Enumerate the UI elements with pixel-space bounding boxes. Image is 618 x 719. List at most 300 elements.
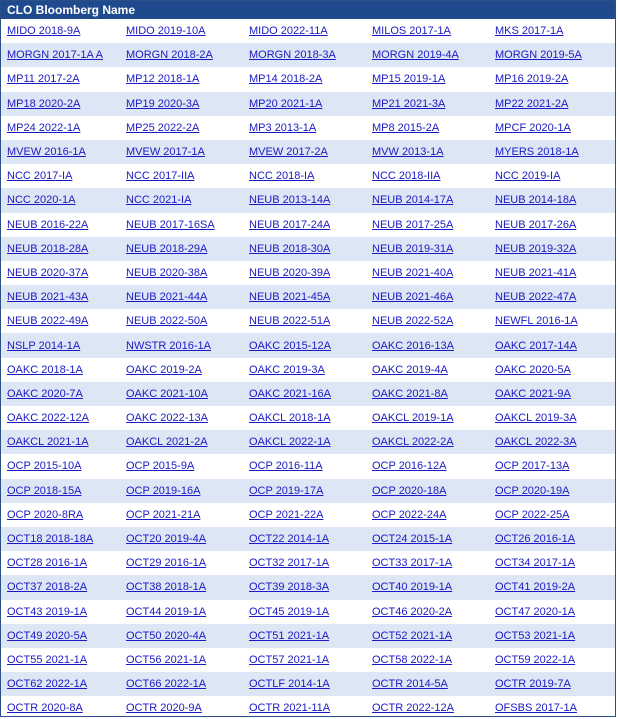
clo-name-link[interactable]: OCTR 2020-9A [126, 702, 202, 715]
table-cell [243, 188, 366, 212]
clo-name-link[interactable]: OAKC 2022-12A [7, 412, 89, 425]
table-cell [489, 92, 615, 116]
clo-name-link[interactable]: MP20 2021-1A [249, 97, 323, 110]
table-row [1, 430, 615, 454]
clo-name-link[interactable]: MIDO 2019-10A [126, 25, 206, 38]
grid-body [1, 19, 615, 717]
table-cell [1, 261, 120, 285]
table-cell [243, 140, 366, 164]
table-cell [243, 92, 366, 116]
clo-name-link[interactable]: NEUB 2021-40A [372, 266, 454, 279]
table-cell [366, 648, 489, 672]
table-cell [120, 43, 243, 67]
clo-name-link[interactable]: OCP 2019-17A [249, 484, 324, 497]
table-cell [243, 261, 366, 285]
table-cell [489, 624, 615, 648]
clo-name-link[interactable]: NWSTR 2016-1A [126, 339, 211, 352]
table-cell [120, 164, 243, 188]
clo-name-link[interactable]: OAKCL 2022-2A [372, 436, 454, 449]
clo-name-link[interactable]: OCT52 2021-1A [372, 629, 453, 642]
table-cell [366, 382, 489, 406]
table-cell [1, 309, 120, 333]
table-cell [489, 213, 615, 237]
clo-name-link[interactable]: MORGN 2019-4A [372, 49, 459, 62]
table-cell [243, 358, 366, 382]
table-cell [1, 116, 120, 140]
clo-name-link[interactable]: OCTR 2020-8A [7, 702, 83, 715]
clo-name-link[interactable]: OAKC 2021-10A [126, 387, 208, 400]
table-cell [243, 43, 366, 67]
clo-name-link[interactable]: OAKC 2016-13A [372, 339, 454, 352]
table-cell [120, 19, 243, 43]
table-row [1, 696, 615, 717]
clo-name-link[interactable]: OAKCL 2018-1A [249, 412, 331, 425]
clo-name-link[interactable]: NEUB 2020-39A [249, 266, 331, 279]
clo-name-link[interactable]: OCT51 2021-1A [249, 629, 330, 642]
clo-name-link[interactable]: OCT40 2019-1A [372, 581, 453, 594]
clo-name-link[interactable]: NEUB 2020-38A [126, 266, 208, 279]
clo-name-link[interactable]: OCT62 2022-1A [7, 678, 88, 691]
clo-name-link[interactable]: OAKCL 2021-2A [126, 436, 208, 449]
table-cell [489, 67, 615, 91]
table-cell [120, 382, 243, 406]
table-row [1, 648, 615, 672]
table-cell [489, 503, 615, 527]
table-cell [120, 261, 243, 285]
table-cell [489, 479, 615, 503]
table-cell [366, 43, 489, 67]
table-cell [243, 696, 366, 717]
table-cell [1, 624, 120, 648]
table-cell [489, 188, 615, 212]
clo-name-link[interactable]: MORGN 2018-3A [249, 49, 336, 62]
clo-name-link[interactable]: OCT32 2017-1A [249, 557, 330, 570]
table-cell [489, 527, 615, 551]
table-cell [489, 309, 615, 333]
table-cell [243, 648, 366, 672]
clo-name-link[interactable]: NCC 2017-IIA [126, 170, 195, 183]
table-row [1, 237, 615, 261]
clo-name-link[interactable]: NEUB 2022-52A [372, 315, 454, 328]
table-row [1, 285, 615, 309]
clo-name-link[interactable]: MP14 2018-2A [249, 73, 323, 86]
clo-name-link[interactable]: MP18 2020-2A [7, 97, 81, 110]
clo-name-link[interactable]: NCC 2019-IA [495, 170, 561, 183]
clo-name-link[interactable]: MP8 2015-2A [372, 121, 440, 134]
table-cell [366, 261, 489, 285]
table-cell [120, 672, 243, 696]
table-cell [243, 406, 366, 430]
clo-name-link[interactable]: MP24 2022-1A [7, 121, 81, 134]
table-cell [120, 527, 243, 551]
table-cell [366, 600, 489, 624]
table-cell [366, 430, 489, 454]
table-cell [243, 19, 366, 43]
clo-name-link[interactable]: MVEW 2016-1A [7, 146, 86, 159]
clo-name-link[interactable]: OCT38 2018-1A [126, 581, 207, 594]
table-cell [1, 213, 120, 237]
table-header [1, 1, 615, 19]
clo-name-link[interactable]: NCC 2018-IA [249, 170, 315, 183]
clo-name-link[interactable]: OCP 2022-25A [495, 508, 570, 521]
clo-name-link[interactable]: MP22 2021-2A [495, 97, 569, 110]
clo-name-link[interactable]: OAKC 2019-2A [126, 363, 202, 376]
table-row [1, 551, 615, 575]
table-cell [489, 358, 615, 382]
table-cell [243, 333, 366, 357]
table-cell [120, 600, 243, 624]
clo-name-link[interactable]: OAKC 2022-13A [126, 412, 208, 425]
table-cell [120, 237, 243, 261]
clo-name-link[interactable]: NEUB 2021-44A [126, 291, 208, 304]
clo-name-link[interactable]: MVEW 2017-1A [126, 146, 205, 159]
clo-name-link[interactable]: OCTLF 2014-1A [249, 678, 330, 691]
table-cell [1, 43, 120, 67]
table-cell [243, 116, 366, 140]
table-row [1, 67, 615, 91]
clo-name-link[interactable]: NEUB 2021-43A [7, 291, 89, 304]
table-cell [243, 551, 366, 575]
table-cell [120, 696, 243, 717]
table-cell [120, 624, 243, 648]
clo-name-link[interactable]: OCT28 2016-1A [7, 557, 88, 570]
table-cell [366, 309, 489, 333]
table-row [1, 454, 615, 478]
table-cell [366, 285, 489, 309]
table-cell [366, 551, 489, 575]
table-cell [489, 551, 615, 575]
table-row [1, 164, 615, 188]
clo-name-link[interactable]: OCP 2021-22A [249, 508, 324, 521]
clo-name-link[interactable]: OCT45 2019-1A [249, 605, 330, 618]
clo-name-link[interactable]: OAKCL 2019-1A [372, 412, 454, 425]
clo-name-link[interactable]: OCP 2016-12A [372, 460, 447, 473]
clo-name-link[interactable]: OCT58 2022-1A [372, 653, 453, 666]
clo-name-link[interactable]: OCP 2017-13A [495, 460, 570, 473]
table-cell [489, 430, 615, 454]
table-cell [366, 696, 489, 717]
clo-name-link[interactable]: MORGN 2018-2A [126, 49, 213, 62]
table-cell [1, 358, 120, 382]
clo-name-link[interactable]: OCTR 2022-12A [372, 702, 454, 715]
clo-name-link[interactable]: MP16 2019-2A [495, 73, 569, 86]
clo-name-link[interactable]: OCT43 2019-1A [7, 605, 88, 618]
clo-name-link[interactable]: NEUB 2019-31A [372, 242, 454, 255]
table-cell [489, 672, 615, 696]
table-cell [366, 213, 489, 237]
clo-name-link[interactable]: NEUB 2022-51A [249, 315, 331, 328]
table-cell [1, 164, 120, 188]
clo-name-link[interactable]: OCTR 2019-7A [495, 678, 571, 691]
clo-name-link[interactable]: OCTR 2021-11A [249, 702, 331, 715]
clo-name-link[interactable]: MVW 2013-1A [372, 146, 444, 159]
clo-name-link[interactable]: OCT41 2019-2A [495, 581, 576, 594]
clo-name-link[interactable]: OAKC 2021-16A [249, 387, 331, 400]
table-row [1, 43, 615, 67]
table-cell [489, 648, 615, 672]
clo-name-link[interactable]: NEUB 2017-26A [495, 218, 577, 231]
clo-name-link[interactable]: NSLP 2014-1A [7, 339, 81, 352]
table-cell [120, 333, 243, 357]
table-cell [1, 237, 120, 261]
table-cell [366, 92, 489, 116]
table-cell [366, 237, 489, 261]
table-cell [1, 527, 120, 551]
clo-name-link[interactable]: MVEW 2017-2A [249, 146, 328, 159]
table-row [1, 92, 615, 116]
table-cell [120, 213, 243, 237]
clo-name-link[interactable]: OCP 2016-11A [249, 460, 323, 473]
clo-name-link[interactable]: OCP 2020-19A [495, 484, 570, 497]
table-cell [120, 188, 243, 212]
table-cell [120, 92, 243, 116]
table-row [1, 527, 615, 551]
table-cell [1, 648, 120, 672]
table-cell [243, 624, 366, 648]
clo-name-link[interactable]: OCT44 2019-1A [126, 605, 207, 618]
clo-name-link[interactable]: OCT57 2021-1A [249, 653, 330, 666]
clo-name-link[interactable]: NEUB 2018-28A [7, 242, 89, 255]
clo-name-link[interactable]: NEUB 2021-41A [495, 266, 577, 279]
clo-name-link[interactable]: OAKC 2019-4A [372, 363, 448, 376]
clo-name-link[interactable]: OCT66 2022-1A [126, 678, 207, 691]
clo-name-link[interactable]: OCT22 2014-1A [249, 533, 330, 546]
clo-name-link[interactable]: NEUB 2022-47A [495, 291, 577, 304]
clo-name-link[interactable]: NCC 2017-IA [7, 170, 73, 183]
clo-name-link[interactable]: MKS 2017-1A [495, 25, 564, 38]
clo-name-link[interactable]: NEUB 2014-17A [372, 194, 454, 207]
table-cell [120, 309, 243, 333]
clo-name-link[interactable]: NEUB 2020-37A [7, 266, 89, 279]
clo-name-link[interactable]: OCP 2020-8RA [7, 508, 84, 521]
clo-name-link[interactable]: OAKC 2018-1A [7, 363, 83, 376]
clo-name-link[interactable]: OAKC 2020-5A [495, 363, 571, 376]
table-cell [366, 358, 489, 382]
table-row [1, 406, 615, 430]
clo-name-link[interactable]: MP19 2020-3A [126, 97, 200, 110]
clo-name-link[interactable]: OAKC 2020-7A [7, 387, 83, 400]
table-cell [489, 382, 615, 406]
clo-name-link[interactable]: NEUB 2021-46A [372, 291, 454, 304]
clo-name-link[interactable]: OCT46 2020-2A [372, 605, 453, 618]
table-cell [120, 551, 243, 575]
clo-name-link[interactable]: MILOS 2017-1A [372, 25, 451, 38]
clo-name-link[interactable]: OCT50 2020-4A [126, 629, 207, 642]
table-cell [1, 479, 120, 503]
table-cell [243, 527, 366, 551]
table-row [1, 140, 615, 164]
clo-name-link[interactable]: OCT24 2015-1A [372, 533, 453, 546]
table-row [1, 213, 615, 237]
clo-name-link[interactable]: MP15 2019-1A [372, 73, 446, 86]
table-cell [489, 116, 615, 140]
clo-name-link[interactable]: OCT47 2020-1A [495, 605, 576, 618]
table-cell [1, 696, 120, 717]
clo-name-link[interactable]: OCP 2019-16A [126, 484, 201, 497]
table-cell [489, 140, 615, 164]
table-row [1, 188, 615, 212]
clo-name-link[interactable]: OCT56 2021-1A [126, 653, 207, 666]
table-row [1, 600, 615, 624]
clo-name-link[interactable]: OCT37 2018-2A [7, 581, 88, 594]
table-row [1, 116, 615, 140]
clo-name-link[interactable]: OCP 2018-15A [7, 484, 82, 497]
table-cell [489, 454, 615, 478]
clo-name-link[interactable]: OCT39 2018-3A [249, 581, 330, 594]
clo-name-link[interactable]: OCT49 2020-5A [7, 629, 88, 642]
table-cell [243, 503, 366, 527]
clo-name-link[interactable]: NEUB 2016-22A [7, 218, 89, 231]
table-cell [243, 575, 366, 599]
clo-name-link[interactable]: NEUB 2017-25A [372, 218, 454, 231]
table-cell [120, 648, 243, 672]
clo-name-link[interactable]: NEUB 2014-18A [495, 194, 577, 207]
table-cell [120, 430, 243, 454]
table-row [1, 382, 615, 406]
table-cell [243, 430, 366, 454]
clo-name-link[interactable]: MORGN 2017-1A A [7, 49, 103, 62]
clo-name-link[interactable]: MP12 2018-1A [126, 73, 200, 86]
clo-name-link[interactable]: OAKC 2015-12A [249, 339, 331, 352]
clo-name-link[interactable]: MORGN 2019-5A [495, 49, 582, 62]
table-cell [1, 67, 120, 91]
table-cell [366, 333, 489, 357]
clo-name-link[interactable]: OCTR 2014-5A [372, 678, 448, 691]
table-cell [120, 479, 243, 503]
table-cell [489, 285, 615, 309]
table-cell [366, 188, 489, 212]
clo-name-link[interactable]: NEUB 2022-50A [126, 315, 208, 328]
table-cell [489, 406, 615, 430]
clo-name-link[interactable]: MP21 2021-3A [372, 97, 446, 110]
clo-name-link[interactable]: OAKCL 2021-1A [7, 436, 89, 449]
table-cell [243, 67, 366, 91]
clo-name-link[interactable]: MPCF 2020-1A [495, 121, 571, 134]
table-cell [1, 19, 120, 43]
table-cell [120, 406, 243, 430]
table-cell [366, 575, 489, 599]
clo-name-link[interactable]: OFSBS 2017-1A [495, 702, 577, 715]
table-row [1, 575, 615, 599]
table-cell [243, 600, 366, 624]
table-cell [366, 503, 489, 527]
table-cell [366, 527, 489, 551]
clo-name-link[interactable]: OAKC 2021-9A [495, 387, 571, 400]
clo-name-link[interactable]: MIDO 2018-9A [7, 25, 81, 38]
table-cell [120, 285, 243, 309]
clo-name-link[interactable]: MP11 2017-2A [7, 73, 80, 86]
table-cell [1, 333, 120, 357]
table-cell [366, 672, 489, 696]
table-row [1, 503, 615, 527]
clo-name-link[interactable]: NEUB 2022-49A [7, 315, 89, 328]
table-row [1, 309, 615, 333]
table-cell [366, 116, 489, 140]
clo-name-link[interactable]: OCT20 2019-4A [126, 533, 207, 546]
clo-name-link[interactable]: OCP 2015-10A [7, 460, 82, 473]
clo-name-link[interactable]: MP25 2022-2A [126, 121, 200, 134]
table-cell [489, 237, 615, 261]
clo-name-link[interactable]: OCT18 2018-18A [7, 533, 94, 546]
table-cell [243, 285, 366, 309]
table-cell [120, 575, 243, 599]
table-cell [489, 696, 615, 717]
clo-name-link[interactable]: OCT55 2021-1A [7, 653, 88, 666]
clo-name-link[interactable]: NEUB 2013-14A [249, 194, 331, 207]
table-cell [120, 358, 243, 382]
clo-name-link[interactable]: NEWFL 2016-1A [495, 315, 578, 328]
table-cell [366, 67, 489, 91]
clo-name-link[interactable]: MYERS 2018-1A [495, 146, 579, 159]
table-cell [366, 479, 489, 503]
clo-name-link[interactable]: OAKC 2019-3A [249, 363, 325, 376]
table-cell [1, 430, 120, 454]
table-cell [1, 188, 120, 212]
clo-name-link[interactable]: NEUB 2017-24A [249, 218, 331, 231]
clo-name-link[interactable]: OCT59 2022-1A [495, 653, 576, 666]
table-cell [489, 333, 615, 357]
table-row [1, 333, 615, 357]
clo-name-link[interactable]: OCT53 2021-1A [495, 629, 576, 642]
table-row [1, 358, 615, 382]
table-cell [366, 454, 489, 478]
clo-name-link[interactable]: NEUB 2021-45A [249, 291, 331, 304]
clo-name-link[interactable]: OCT34 2017-1A [495, 557, 576, 570]
clo-name-link[interactable]: OCT33 2017-1A [372, 557, 453, 570]
clo-name-link[interactable]: NCC 2021-IA [126, 194, 192, 207]
clo-name-link[interactable]: OAKC 2017-14A [495, 339, 577, 352]
clo-name-link[interactable]: NEUB 2018-29A [126, 242, 208, 255]
clo-name-link[interactable]: NCC 2018-IIA [372, 170, 441, 183]
table-row [1, 261, 615, 285]
clo-name-link[interactable]: OAKC 2021-8A [372, 387, 448, 400]
clo-name-link[interactable]: NEUB 2018-30A [249, 242, 331, 255]
clo-name-link[interactable]: OCT29 2016-1A [126, 557, 207, 570]
clo-name-link[interactable]: OCP 2022-24A [372, 508, 447, 521]
table-row [1, 479, 615, 503]
table-row [1, 672, 615, 696]
clo-name-link[interactable]: OCP 2015-9A [126, 460, 195, 473]
clo-name-link[interactable]: NEUB 2019-32A [495, 242, 577, 255]
table-cell [120, 454, 243, 478]
clo-name-link[interactable]: OCP 2021-21A [126, 508, 201, 521]
table-row [1, 19, 615, 43]
table-cell [1, 92, 120, 116]
clo-name-link[interactable]: OCT26 2016-1A [495, 533, 576, 546]
clo-name-link[interactable]: MIDO 2022-11A [249, 25, 328, 38]
table-cell [1, 672, 120, 696]
table-cell [1, 382, 120, 406]
clo-name-link[interactable]: OCP 2020-18A [372, 484, 447, 497]
clo-name-link[interactable]: OAKCL 2022-1A [249, 436, 331, 449]
clo-name-link[interactable]: MP3 2013-1A [249, 121, 317, 134]
clo-name-link[interactable]: NCC 2020-1A [7, 194, 76, 207]
clo-name-link[interactable]: OAKCL 2019-3A [495, 412, 577, 425]
table-cell [1, 406, 120, 430]
table-cell [243, 479, 366, 503]
table-cell [1, 454, 120, 478]
table-cell [489, 43, 615, 67]
table-cell [489, 164, 615, 188]
clo-name-grid [1, 19, 615, 717]
table-cell [243, 237, 366, 261]
table-cell [366, 164, 489, 188]
table-cell [243, 164, 366, 188]
clo-name-link[interactable]: NEUB 2017-16SA [126, 218, 215, 231]
table-cell [489, 19, 615, 43]
clo-name-link[interactable]: OAKCL 2022-3A [495, 436, 577, 449]
table-row [1, 624, 615, 648]
